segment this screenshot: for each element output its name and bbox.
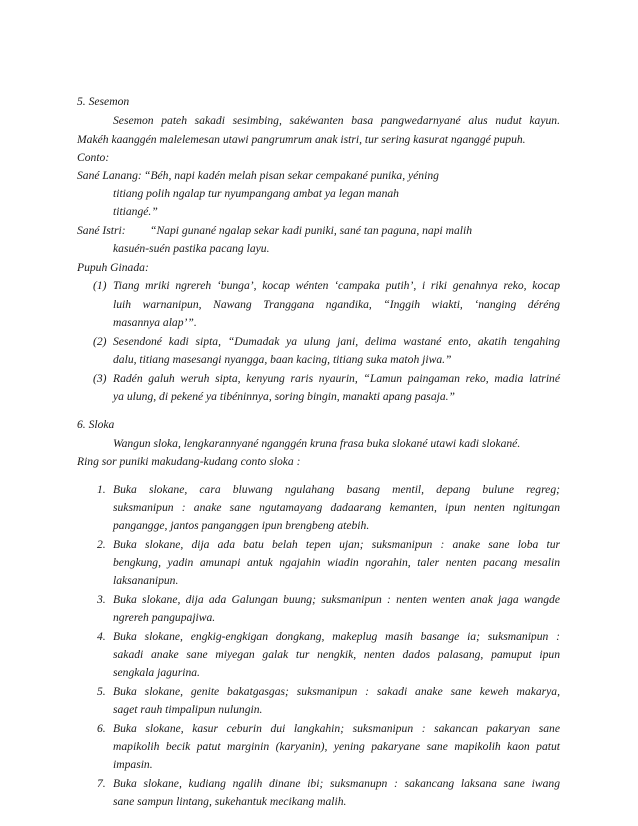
list-item-number: 2. <box>97 538 106 551</box>
section-heading-sloka: 6. Sloka <box>77 418 115 431</box>
verse-number: (2) <box>93 335 107 348</box>
list-item-line: Buka slokane, cara bluwang ngulahang basang mentil, depang bulune regreg; <box>113 483 560 496</box>
section-heading-sesemon: 5. Sesemon <box>77 95 130 108</box>
verse-line: ya ulung, di pekené ya tibéninnya, soring bingin, manakti apang pasaja.” <box>113 390 455 403</box>
verse-number: (1) <box>93 279 107 292</box>
list-item-line: impasin. <box>113 758 153 771</box>
pupuh-ginada-label: Pupuh Ginada: <box>77 261 149 274</box>
verse-line: Tiang mriki ngrereh ‘bunga’, kocap wénten ‘campaka putih’, i riki genahnya reko, kocap <box>113 279 560 292</box>
list-item-number: 5. <box>97 685 106 698</box>
list-item-line: Buka slokane, dija ada batu belah tepen ujan; suksmanipun : anake sane loba tur <box>113 538 560 551</box>
list-item-line: sengkala jagurina. <box>113 666 200 679</box>
verse-line: masannya alap’”. <box>113 316 197 329</box>
paragraph-line: Sesemon pateh sakadi sesimbing, sakéwanten basa pangwedarnyané alus nudut kayun. <box>113 114 560 127</box>
paragraph-line: Wangun sloka, lengkarannyané nganggén kruna frasa buka slokané utawi kadi slokané. <box>113 437 521 450</box>
paragraph-line: Ring sor puniki makudang-kudang conto sloka : <box>77 455 301 468</box>
list-item-line: mapikolih becik patut marginin (karyanin), yening pakaryane sane mapikolih kaon patut <box>113 740 560 753</box>
list-item-number: 6. <box>97 722 106 735</box>
list-item-line: ngrereh pangupajiwa. <box>113 611 216 624</box>
list-item-line: saget rauh timpalipun nulungin. <box>113 703 263 716</box>
verse-number: (3) <box>93 372 107 385</box>
verse-line: Radén galuh weruh sipta, kenyung raris nyaurin, “Lamun paingaman reko, madia latriné <box>113 372 560 385</box>
dialogue-line: kasuén-suén pastika pacang layu. <box>113 242 270 255</box>
list-item-line: sakadi anake sane miyegan galak tur nengkik, nenten dados palasang, pamuput ipun <box>113 648 560 661</box>
dialogue-line: titiangé.” <box>113 205 158 218</box>
list-item-line: Buka slokane, engkig-engkigan dongkang, makeplug masih basange ia; suksmanipun : <box>113 630 560 643</box>
list-item-line: bengkung, yadin amunapi antuk ngajahin wiadin ngorahin, taler nenten pacang mesalin <box>113 556 560 569</box>
list-item-number: 7. <box>97 777 106 790</box>
list-item-number: 1. <box>97 483 106 496</box>
speaker-label-lanang: Sané Lanang: <box>77 169 142 182</box>
dialogue-line: “Napi gunané ngalap sekar kadi puniki, sané tan paguna, napi malih <box>150 224 473 237</box>
conto-label: Conto: <box>77 151 110 164</box>
list-item-line: Buka slokane, genite bakatgasgas; suksmanipun : sakadi anake sane keweh makarya, <box>113 685 560 698</box>
list-item-line: suksmanipun : anake sane ngutamayang dadaarang kemanten, ipun nenten ngitungan <box>113 501 560 514</box>
speaker-label-istri: Sané Istri: <box>77 224 126 237</box>
verse-line: dalu, titiang masesangi nyangga, baan kacing, titiang suka matoh jiwa.” <box>113 353 452 366</box>
paragraph-line: Makéh kaanggén malelemesan utawi pangrumrum anak istri, tur sering kasurat nganggé pupuh. <box>77 133 526 146</box>
list-item-line: laksananipun. <box>113 574 179 587</box>
verse-line: luih warnanipun, Nawang Tranggana ngandika, “Inggih wiakti, ‘nanging déréng <box>113 298 560 311</box>
list-item-line: Buka slokane, dija ada Galungan buung; suksmanipun : nenten wenten anak jaga wangde <box>113 593 560 606</box>
list-item-number: 4. <box>97 630 106 643</box>
list-item-line: Buka slokane, kudiang ngalih dinane ibi; suksmanupn : sakancang laksana sane iwang <box>113 777 560 790</box>
verse-line: Sesendoné kadi sipta, “Dumadak ya ulung jani, delima wastané ento, akatih tengahing <box>113 335 560 348</box>
dialogue-line: “Béh, napi kadén melah pisan sekar cempakané punika, yéning <box>144 169 439 182</box>
list-item-number: 3. <box>97 593 106 606</box>
dialogue-line: titiang polih ngalap tur nyumpangang ambat ya legan manah <box>113 187 399 200</box>
list-item-line: pangangge, jantos panganggen ipun brengbeng atebih. <box>113 519 370 532</box>
list-item-line: sane sampun lintang, sukehantuk mecikang malih. <box>113 795 347 808</box>
list-item-line: Buka slokane, kasur ceburin dui langkahin; suksmanipun : sakancan pakaryan sane <box>113 722 560 735</box>
